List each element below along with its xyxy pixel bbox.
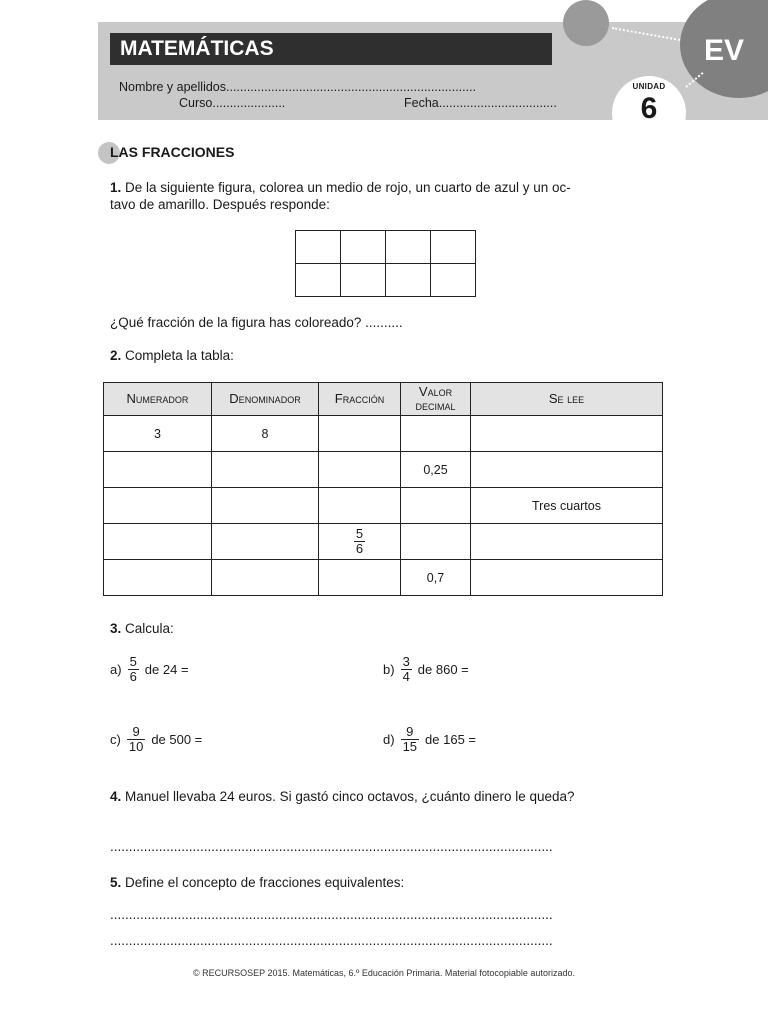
cell-se-lee[interactable]	[471, 560, 663, 596]
cell-fraccion	[319, 524, 401, 560]
cell-denominador[interactable]	[212, 488, 319, 524]
cell-numerador[interactable]	[104, 452, 212, 488]
cell-numerador[interactable]	[104, 524, 212, 560]
q3-text: Calcula:	[125, 621, 174, 636]
cell-fraccion[interactable]	[319, 488, 401, 524]
fraction-numerator: 3	[402, 654, 410, 669]
q5-answer-line-1[interactable]: ......................................................................................................................	[110, 907, 553, 922]
q5-number: 5.	[110, 875, 122, 890]
col-denominador: Denominador	[212, 383, 319, 416]
fraction	[401, 725, 419, 754]
table-row	[104, 452, 663, 488]
fraction-numerator: 5	[355, 526, 364, 541]
table-row	[104, 488, 663, 524]
calc-item-d	[383, 725, 476, 754]
q1-statement	[110, 179, 650, 213]
calc-expression: de 860 =	[417, 662, 469, 677]
cell-decimal[interactable]	[401, 416, 471, 452]
q5-statement	[110, 874, 404, 891]
calc-expression: de 24 =	[144, 662, 189, 677]
decorative-circle-small	[563, 0, 609, 46]
logo-text: EV	[704, 34, 745, 67]
cell-decimal[interactable]	[401, 524, 471, 560]
q1-text-line2: tavo de amarillo. Después responde:	[110, 197, 330, 212]
fraction	[128, 655, 139, 684]
table-row	[104, 524, 663, 560]
calc-label: c)	[110, 732, 121, 747]
cell-fraccion[interactable]	[319, 416, 401, 452]
cell-denominador: 8	[212, 416, 319, 452]
q5-text: Define el concepto de fracciones equivalentes:	[125, 875, 405, 890]
coloring-grid[interactable]	[295, 230, 476, 297]
fraction-denominator: 4	[402, 669, 410, 684]
fraction-denominator: 10	[128, 739, 144, 754]
grid-cell[interactable]	[296, 264, 341, 297]
table-row	[104, 416, 663, 452]
cell-se-lee[interactable]	[471, 452, 663, 488]
fraction	[401, 655, 412, 684]
grid-cell[interactable]	[431, 264, 476, 297]
grid-cell[interactable]	[341, 231, 386, 264]
grid-cell[interactable]	[296, 231, 341, 264]
cell-se-lee[interactable]	[471, 524, 663, 560]
fraction	[127, 725, 145, 754]
q4-answer-line[interactable]: ......................................................................................................................	[110, 839, 553, 854]
table-row	[104, 560, 663, 596]
cell-decimal[interactable]	[401, 488, 471, 524]
section-title: LAS FRACCIONES	[110, 144, 235, 160]
fraction-numerator: 9	[132, 724, 140, 739]
cell-denominador[interactable]	[212, 452, 319, 488]
q2-text: Completa la tabla:	[125, 348, 234, 363]
grid-cell[interactable]	[341, 264, 386, 297]
calc-label: a)	[110, 662, 122, 677]
q5-answer-line-2[interactable]: ......................................................................................................................	[110, 933, 553, 948]
q1-text-line1: De la siguiente figura, colorea un medio de rojo, un cuarto de azul y un oc-	[125, 180, 571, 195]
page-title: MATEMÁTICAS	[120, 37, 274, 60]
footer-copyright: © RECURSOSEP 2015. Matemáticas, 6.º Educación Primaria. Material fotocopiable autorizado.	[193, 968, 575, 978]
q2-number: 2.	[110, 348, 122, 363]
fraction-numerator: 9	[406, 724, 414, 739]
fraction	[354, 527, 365, 556]
q1-question: ¿Qué fracción de la figura has coloreado? ..........	[110, 315, 403, 330]
fractions-table	[103, 382, 663, 596]
cell-denominador[interactable]	[212, 560, 319, 596]
grid-cell[interactable]	[386, 264, 431, 297]
fraction-denominator: 6	[355, 541, 364, 556]
col-numerador: Numerador	[104, 383, 212, 416]
col-decimal-label: decimal	[415, 398, 456, 413]
name-field[interactable]: Nombre y apellidos........................................................................	[119, 80, 477, 94]
unit-label: UNIDAD	[632, 82, 666, 91]
q3-number: 3.	[110, 621, 122, 636]
q1-number: 1.	[110, 180, 122, 195]
cell-numerador[interactable]	[104, 560, 212, 596]
course-field[interactable]: Curso.....................	[179, 96, 286, 110]
fraction-denominator: 15	[402, 739, 418, 754]
calc-expression: de 500 =	[151, 732, 203, 747]
col-fraccion: Fracción	[319, 383, 401, 416]
q4-number: 4.	[110, 789, 122, 804]
q2-statement	[110, 347, 234, 364]
date-field[interactable]: Fecha..................................	[404, 96, 557, 110]
q4-statement	[110, 788, 575, 805]
cell-se-lee[interactable]	[471, 416, 663, 452]
calc-expression: de 165 =	[425, 732, 476, 747]
cell-decimal: 0,7	[401, 560, 471, 596]
cell-numerador: 3	[104, 416, 212, 452]
cell-fraccion[interactable]	[319, 452, 401, 488]
q4-text: Manuel llevaba 24 euros. Si gastó cinco octavos, ¿cuánto dinero le queda?	[125, 789, 575, 804]
cell-se-lee: Tres cuartos	[471, 488, 663, 524]
calc-item-b	[383, 655, 469, 684]
fraction-numerator: 5	[129, 654, 137, 669]
col-valor-label: Valor	[418, 384, 453, 399]
calc-label: d)	[383, 732, 395, 747]
col-valor-decimal	[401, 383, 471, 416]
grid-cell[interactable]	[386, 231, 431, 264]
cell-decimal: 0,25	[401, 452, 471, 488]
cell-fraccion[interactable]	[319, 560, 401, 596]
calc-label: b)	[383, 662, 395, 677]
grid-cell[interactable]	[431, 231, 476, 264]
table-header-row	[104, 383, 663, 416]
cell-numerador[interactable]	[104, 488, 212, 524]
calc-item-c	[110, 725, 202, 754]
cell-denominador[interactable]	[212, 524, 319, 560]
calc-item-a	[110, 655, 189, 684]
col-se-lee: Se lee	[471, 383, 663, 416]
q3-statement	[110, 620, 174, 637]
fraction-denominator: 6	[129, 669, 137, 684]
unit-number: 6	[640, 92, 658, 125]
